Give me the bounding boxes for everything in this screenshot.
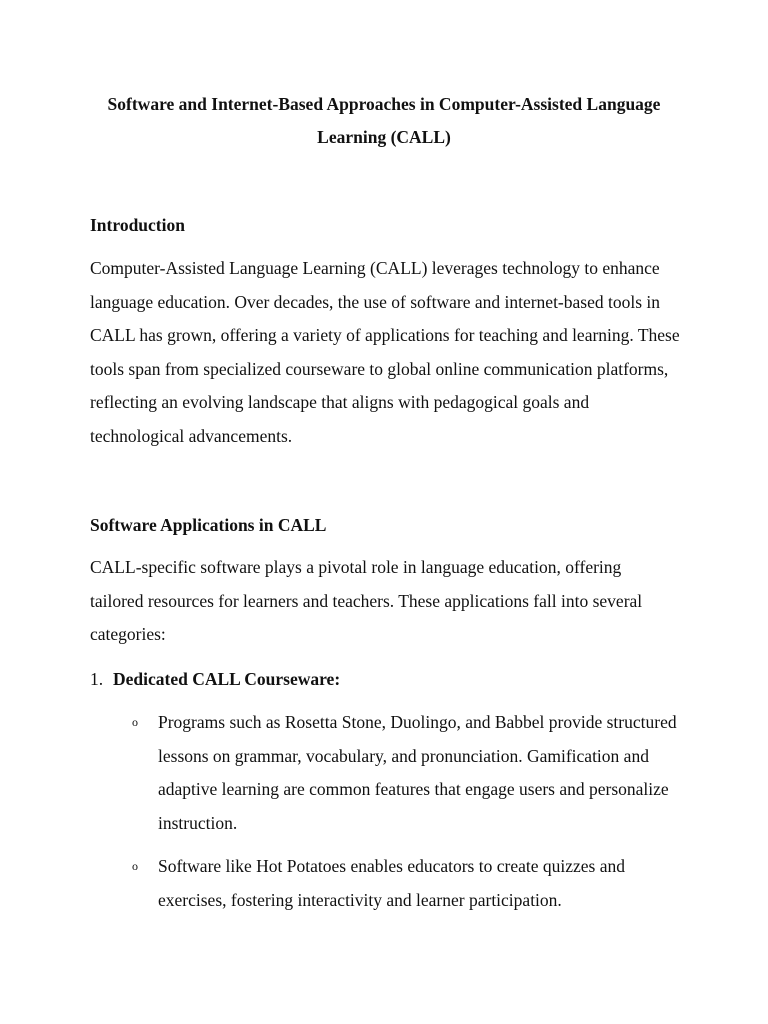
bullet-text: Software like Hot Potatoes enables educators to create quizzes and exercises, fostering interactivity and learner participation. [158,856,625,910]
section-heading-introduction: Introduction [90,215,185,235]
bullet-item [132,706,692,840]
bullet-text: Programs such as Rosetta Stone, Duolingo, and Babbel provide structured lessons on grammar, vocabulary, and pronunciation. Gamification and adaptive learning are common features that engage users and personalize instruction. [158,712,677,833]
document-title: Software and Internet-Based Approaches in Computer-Assisted Language Learning (CALL) [107,94,661,147]
list-item-label: Dedicated CALL Courseware: [113,669,341,689]
software-applications-paragraph: CALL-specific software plays a pivotal role in language education, offering tailored resources for learners and teachers. These applications fall into several categories: [90,557,643,645]
circle-bullet-icon: o [132,715,138,729]
numbered-list-item [90,668,340,690]
list-item-number: 1. [90,669,104,689]
introduction-paragraph: Computer-Assisted Language Learning (CALL) leverages technology to enhance language education. Over decades, the use of software and internet-based tools in CALL has grown, offering a variety of applications for teaching and learning. These tools span from specialized courseware to global online communication platforms, reflecting an evolving landscape that aligns with pedagogical goals and technological advancements. [90,258,680,446]
section-heading-software-applications: Software Applications in CALL [90,515,327,535]
circle-bullet-icon: o [132,859,138,873]
bullet-item [132,850,692,917]
